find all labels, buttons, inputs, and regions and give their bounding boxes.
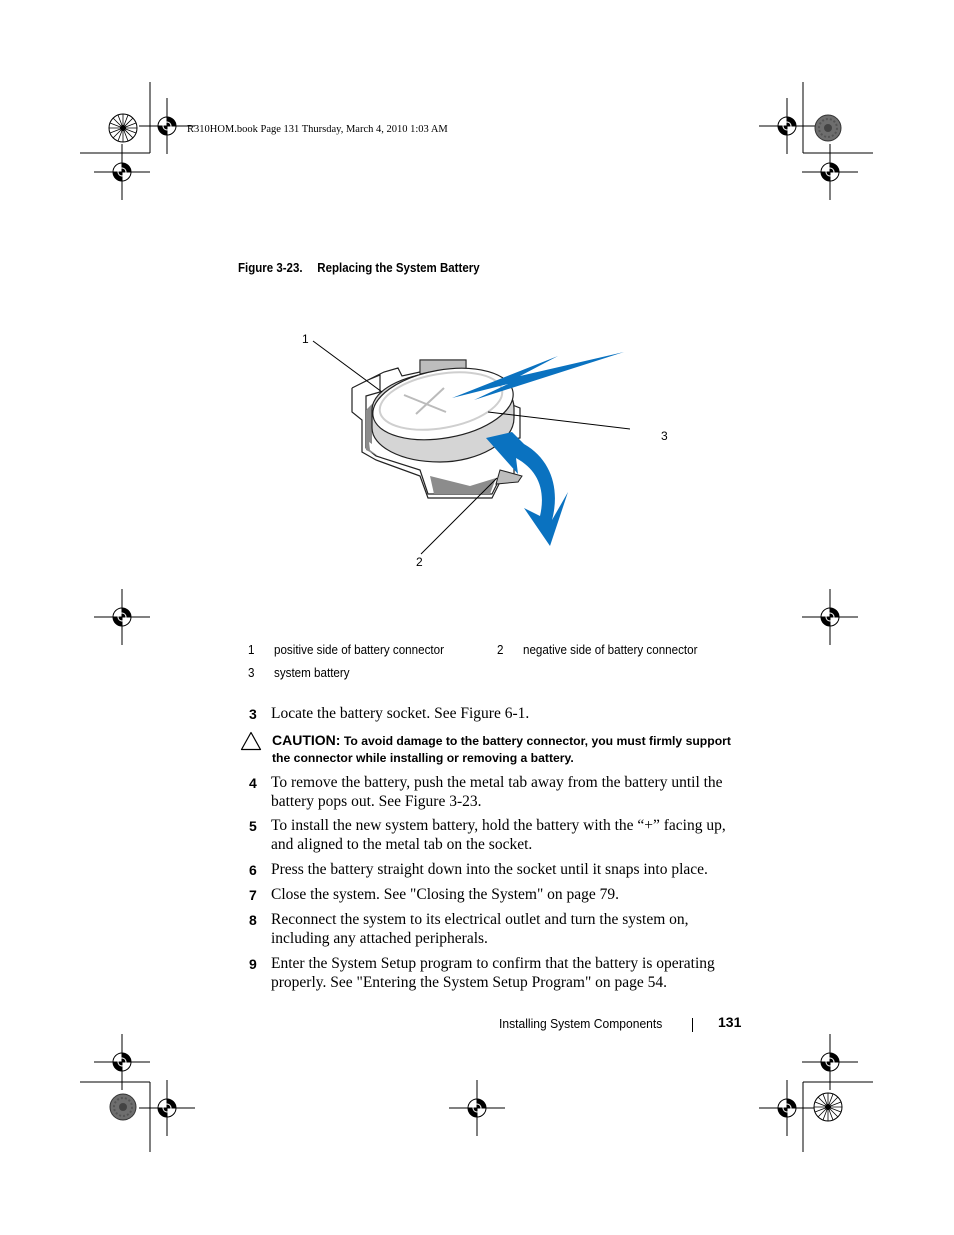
figure-number: Figure 3-23. [238,261,303,275]
step-number: 4 [249,775,257,791]
step-number: 5 [249,818,257,834]
footer-divider [692,1018,693,1032]
callout-1: 1 [302,332,309,346]
legend-number: 1 [248,643,255,657]
legend-label: system battery [274,666,350,680]
callout-2: 2 [416,555,423,569]
step-number: 3 [249,706,257,722]
step-text: To install the new system battery, hold the battery with the “+” facing up, and aligned to the metal tab on the socket. [271,817,726,853]
step-number: 7 [249,887,257,903]
step-number: 8 [249,912,257,928]
battery-illustration [290,330,630,575]
step-text: Press the battery straight down into the socket until it snaps into place. [271,861,708,878]
caution-triangle-icon [240,731,262,751]
caution-text [272,732,742,767]
step-text: Reconnect the system to its electrical outlet and turn the system on, including any attached peripherals. [271,911,689,947]
step-text: Enter the System Setup program to confirm that the battery is operating properly. See "Entering the System Setup Program" on page 54. [271,955,715,991]
legend-number: 2 [497,643,504,657]
step-text: Locate the battery socket. See Figure 6-1. [271,705,530,722]
figure-title: Replacing the System Battery [317,261,480,275]
print-header: R310HOM.book Page 131 Thursday, March 4, 2010 1:03 AM [187,124,448,135]
page-number: 131 [718,1014,742,1030]
caution-label: CAUTION: [272,732,341,748]
legend-label: positive side of battery connector [274,643,444,657]
legend-number: 3 [248,666,255,680]
step-number: 6 [249,862,257,878]
step-number: 9 [249,956,257,972]
footer-section-title: Installing System Components [499,1016,663,1031]
caution-body: To avoid damage to the battery connector, you must firmly support the connector while installing or removing a battery. [272,734,731,765]
step-text: Close the system. See "Closing the System" on page 79. [271,886,620,903]
step-text: To remove the battery, push the metal tab away from the battery until the battery pops out. See Figure 3-23. [271,774,723,810]
figure-caption [238,261,480,275]
callout-3: 3 [661,429,668,443]
legend-label: negative side of battery connector [523,643,698,657]
